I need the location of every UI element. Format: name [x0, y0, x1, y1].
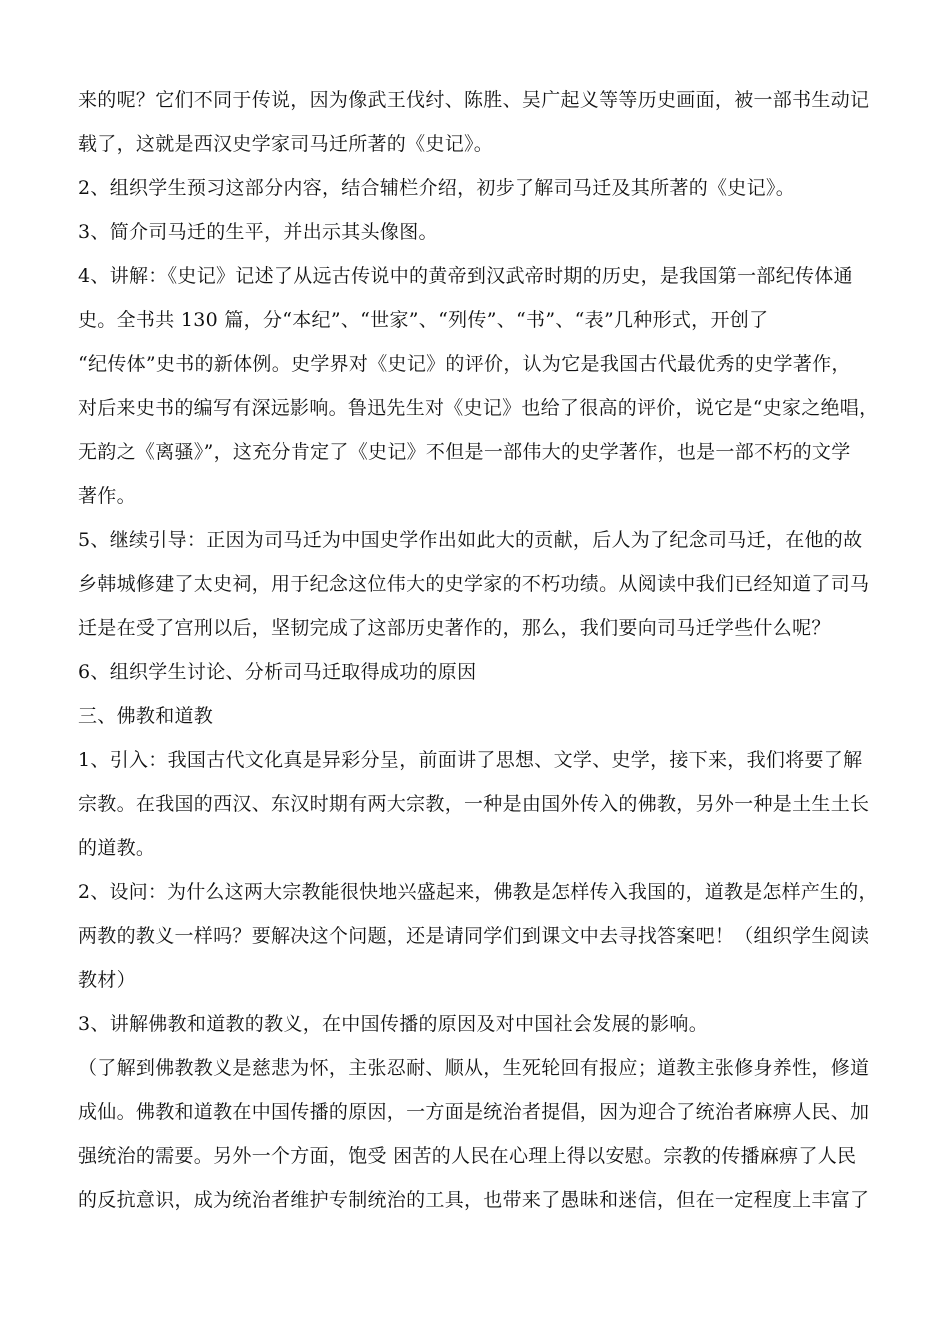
text-line: 5、继续引导：正因为司马迁为中国史学作出如此大的贡献，后人为了纪念司马迁，在他的故	[78, 529, 863, 551]
text-line: 对后来史书的编写有深远影响。鲁迅先生对《史记》也给了很高的评价，说它是“史家之绝唱，	[78, 397, 879, 419]
text-line: 乡韩城修建了太史祠，用于纪念这位伟大的史学家的不朽功绩。从阅读中我们已经知道了司马	[78, 573, 870, 595]
text-line: 无韵之《离骚》”，这充分肯定了《史记》不但是一部伟大的史学著作，也是一部不朽的文学	[78, 441, 851, 463]
text-line: 载了，这就是西汉史学家司马迁所著的《史记》。	[78, 133, 494, 155]
text-line: 强统治的需要。另外一个方面，饱受 困苦的人民在心理上得以安慰。宗教的传播麻痹了人民	[78, 1145, 857, 1167]
text-line: 成仙。佛教和道教在中国传播的原因，一方面是统治者提倡，因为迎合了统治者麻痹人民、加	[78, 1101, 870, 1123]
text-line: 1、引入：我国古代文化真是异彩分呈，前面讲了思想、文学、史学，接下来，我们将要了解	[78, 749, 863, 771]
text-line: 宗教。在我国的西汉、东汉时期有两大宗教，一种是由国外传入的佛教，另外一种是土生土长	[78, 793, 870, 815]
text-line: 的道教。	[78, 837, 156, 859]
text-line: 2、组织学生预习这部分内容，结合辅栏介绍，初步了解司马迁及其所著的《史记》。	[78, 177, 795, 199]
text-line: 3、讲解佛教和道教的教义，在中国传播的原因及对中国社会发展的影响。	[78, 1013, 708, 1035]
text-line: “纪传体”史书的新体例。史学界对《史记》的评价，认为它是我国古代最优秀的史学著作，	[78, 353, 851, 375]
text-line: 教材）	[78, 969, 136, 991]
text-line: 2、设问：为什么这两大宗教能很快地兴盛起来，佛教是怎样传入我国的，道教是怎样产生的，	[78, 881, 878, 903]
text-line: （了解到佛教教义是慈悲为怀，主张忍耐、顺从，生死轮回有报应；道教主张修身养性，修道	[78, 1057, 870, 1079]
text-line: 两教的教义一样吗？要解决这个问题，还是请同学们到课文中去寻找答案吧！（组织学生阅读	[78, 925, 870, 947]
text-line: 来的呢？它们不同于传说，因为像武王伐纣、陈胜、吴广起义等等历史画面，被一部书生动记	[78, 89, 870, 111]
text-line: 迁是在受了宫刑以后，坚韧完成了这部历史著作的，那么，我们要向司马迁学些什么呢？	[78, 617, 831, 639]
text-line: 3、简介司马迁的生平，并出示其头像图。	[78, 221, 438, 243]
text-line: 史。全书共 130 篇，分“本纪”、“世家”、“列传”、“书”、“表”几种形式，开创了	[78, 309, 769, 331]
text-line: 4、讲解：《史记》记述了从远古传说中的黄帝到汉武帝时期的历史，是我国第一部纪传体通	[78, 265, 853, 287]
text-line: 著作。	[78, 485, 136, 507]
text-line: 6、组织学生讨论、分析司马迁取得成功的原因	[78, 661, 477, 683]
section-heading: 三、佛教和道教	[78, 705, 214, 727]
text-line: 的反抗意识，成为统治者维护专制统治的工具，也带来了愚昧和迷信，但在一定程度上丰富了	[78, 1189, 870, 1211]
